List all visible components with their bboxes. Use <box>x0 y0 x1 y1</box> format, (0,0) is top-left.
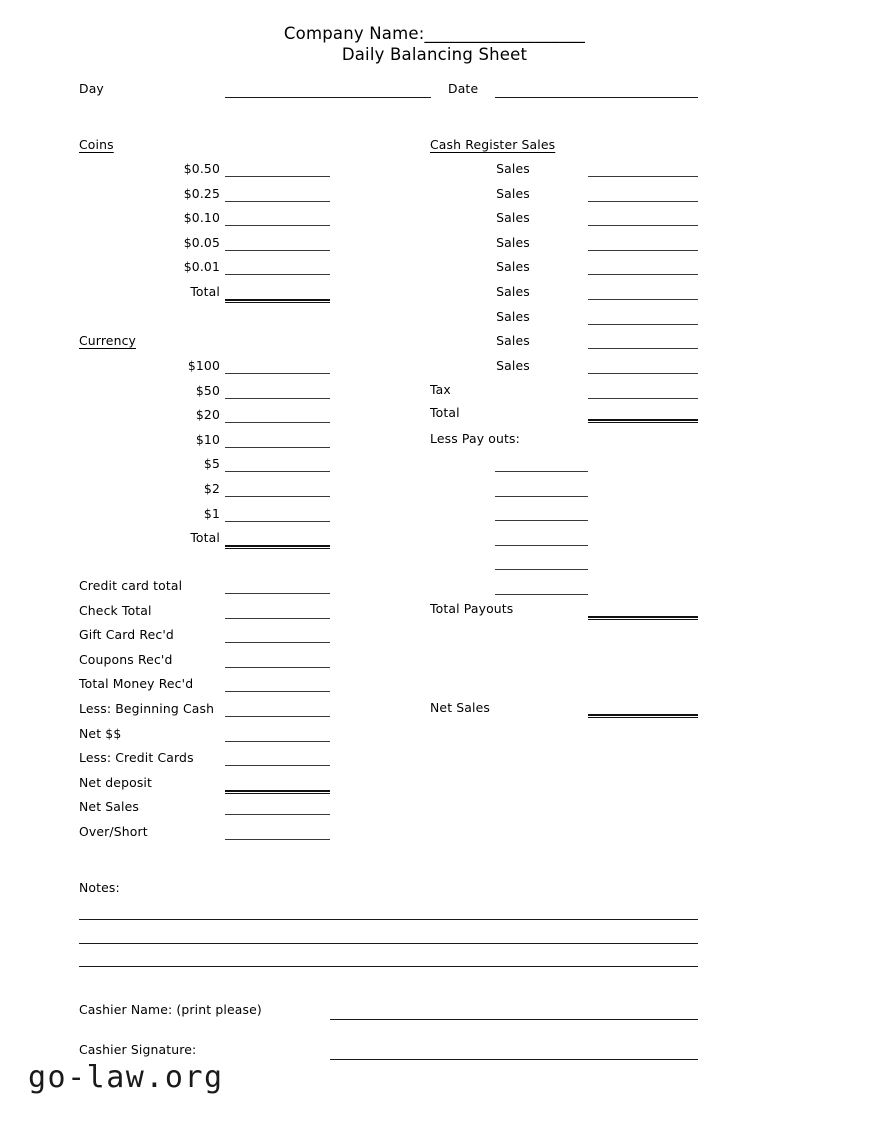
day-input-line[interactable] <box>225 97 431 98</box>
coin-amount-input-line[interactable] <box>225 201 330 202</box>
coin-amount-input-line[interactable] <box>225 274 330 275</box>
summary-row-label: Check Total <box>79 602 152 618</box>
summary-amount-input-line[interactable] <box>225 691 330 692</box>
coin-amount-input-line[interactable] <box>225 176 330 177</box>
coin-denomination-label: $0.50 <box>183 161 220 176</box>
currency-amount-input-line[interactable] <box>225 398 330 399</box>
summary-row-label: Net $$ <box>79 725 122 741</box>
sales-amount-input-line[interactable] <box>588 201 698 202</box>
summary-row-label: Coupons Rec'd <box>79 651 173 667</box>
sales-row-label: Sales <box>496 308 530 324</box>
cashier-signature-input-line[interactable] <box>330 1059 698 1060</box>
currency-denomination-label: $50 <box>195 382 220 398</box>
summary-amount-input-line[interactable] <box>225 618 330 619</box>
summary-amount-input-line[interactable] <box>225 814 330 815</box>
summary-row-label: Credit card total <box>79 578 183 593</box>
coins-heading: Coins <box>79 137 114 152</box>
sales-row-label: Sales <box>496 284 530 299</box>
summary-amount-input-line[interactable] <box>225 741 330 742</box>
summary-amount-input-line[interactable] <box>225 667 330 668</box>
payout-entry-input-line[interactable] <box>495 520 588 521</box>
payout-entry-input-line[interactable] <box>495 471 588 472</box>
notes-input-line[interactable] <box>79 919 698 920</box>
summary-row-label: Net Sales <box>79 799 140 815</box>
register-total-label: Total <box>430 405 460 420</box>
net-sales-right-input-line[interactable] <box>588 714 698 718</box>
sales-amount-input-line[interactable] <box>588 274 698 275</box>
summary-row-label: Over/Short <box>79 824 148 839</box>
date-input-line[interactable] <box>495 97 698 98</box>
summary-row-label: Less: Credit Cards <box>79 750 194 766</box>
site-watermark: go-law.org <box>28 1060 224 1095</box>
currency-amount-input-line[interactable] <box>225 545 330 549</box>
summary-amount-input-line[interactable] <box>225 716 330 717</box>
sales-amount-input-line[interactable] <box>588 176 698 177</box>
sales-row-label: Sales <box>496 185 530 201</box>
sales-row-label: Sales <box>496 333 530 349</box>
coin-denomination-label: $0.01 <box>183 259 220 275</box>
summary-amount-input-line[interactable] <box>225 839 330 840</box>
summary-amount-input-line[interactable] <box>225 790 330 794</box>
currency-denomination-label: $2 <box>203 481 220 496</box>
sales-row-label: Sales <box>496 234 530 250</box>
sales-amount-input-line[interactable] <box>588 324 698 325</box>
currency-denomination-label: $1 <box>203 505 220 521</box>
currency-heading: Currency <box>79 333 137 348</box>
notes-input-line[interactable] <box>79 943 698 944</box>
sales-row-label: Sales <box>496 210 530 226</box>
summary-row-label: Total Money Rec'd <box>79 676 194 692</box>
sales-row-label: Sales <box>496 357 530 373</box>
sales-amount-input-line[interactable] <box>588 348 698 349</box>
summary-row-label: Net deposit <box>79 774 153 790</box>
summary-amount-input-line[interactable] <box>225 642 330 643</box>
coin-denomination-label: $0.05 <box>183 234 220 250</box>
currency-amount-input-line[interactable] <box>225 447 330 448</box>
sales-row-label: Sales <box>496 259 530 275</box>
sales-amount-input-line[interactable] <box>588 373 698 374</box>
currency-amount-input-line[interactable] <box>225 521 330 522</box>
notes-input-line[interactable] <box>79 966 698 967</box>
payout-entry-input-line[interactable] <box>495 569 588 570</box>
notes-label: Notes: <box>79 880 120 895</box>
coin-amount-input-line[interactable] <box>225 250 330 251</box>
net-sales-right-label: Net Sales <box>430 700 491 715</box>
summary-row-label: Gift Card Rec'd <box>79 627 174 643</box>
cashier-name-label: Cashier Name: (print please) <box>79 1002 262 1017</box>
payout-entry-input-line[interactable] <box>495 594 588 595</box>
currency-denomination-label: $20 <box>195 407 220 423</box>
coin-denomination-label: $0.10 <box>183 210 220 226</box>
coin-amount-input-line[interactable] <box>225 225 330 226</box>
total-payouts-input-line[interactable] <box>588 616 698 620</box>
company-name-heading: Company Name:___________________ <box>283 24 586 43</box>
sales-amount-input-line[interactable] <box>588 250 698 251</box>
summary-amount-input-line[interactable] <box>225 593 330 594</box>
cashier-name-input-line[interactable] <box>330 1019 698 1020</box>
currency-amount-input-line[interactable] <box>225 373 330 374</box>
currency-amount-input-line[interactable] <box>225 471 330 472</box>
page-title: Daily Balancing Sheet <box>341 45 528 64</box>
currency-amount-input-line[interactable] <box>225 422 330 423</box>
total-payouts-label: Total Payouts <box>430 601 514 616</box>
payout-entry-input-line[interactable] <box>495 545 588 546</box>
register-total-input-line[interactable] <box>588 419 698 423</box>
less-payouts-heading: Less Pay outs: <box>430 431 520 446</box>
coin-denomination-label: Total <box>190 284 220 299</box>
tax-input-line[interactable] <box>588 398 698 399</box>
cashier-signature-label: Cashier Signature: <box>79 1042 197 1057</box>
date-label: Date <box>448 81 479 96</box>
sales-amount-input-line[interactable] <box>588 299 698 300</box>
payout-entry-input-line[interactable] <box>495 496 588 497</box>
currency-amount-input-line[interactable] <box>225 496 330 497</box>
coin-denomination-label: $0.25 <box>183 185 220 201</box>
sales-row-label: Sales <box>496 161 530 176</box>
cash-register-sales-heading: Cash Register Sales <box>430 137 556 152</box>
coin-amount-input-line[interactable] <box>225 299 330 303</box>
sales-amount-input-line[interactable] <box>588 225 698 226</box>
day-label: Day <box>79 81 104 96</box>
currency-denomination-label: $10 <box>195 431 220 447</box>
summary-amount-input-line[interactable] <box>225 765 330 766</box>
summary-row-label: Less: Beginning Cash <box>79 701 215 716</box>
tax-label: Tax <box>430 382 451 397</box>
currency-denomination-label: $5 <box>203 456 220 472</box>
currency-denomination-label: $100 <box>187 358 220 373</box>
currency-denomination-label: Total <box>190 530 220 546</box>
